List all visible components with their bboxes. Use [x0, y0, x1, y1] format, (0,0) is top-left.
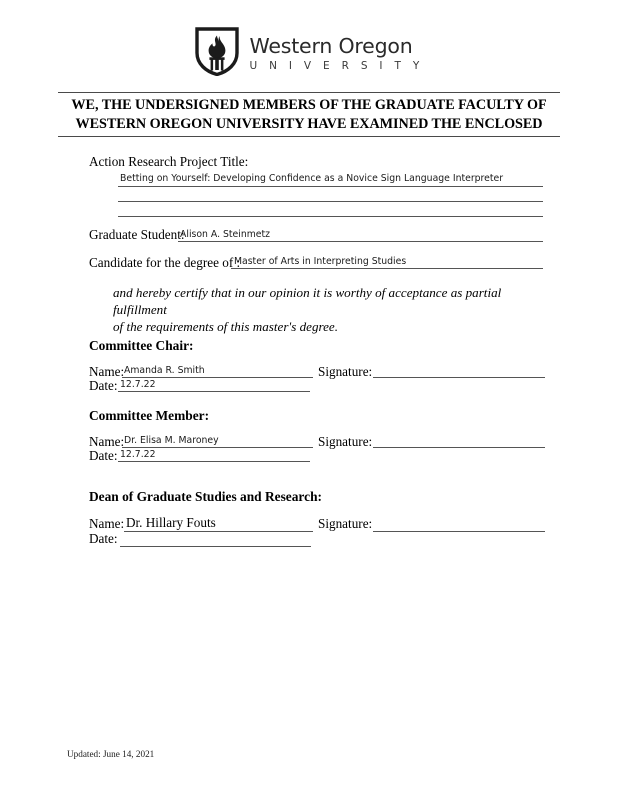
dean-name-value: Dr. Hillary Fouts	[126, 515, 216, 530]
heading-rule-bottom	[58, 136, 560, 137]
page-title	[58, 96, 560, 134]
dean-signature-label: Signature:	[318, 516, 373, 531]
heading-rule-top	[58, 92, 560, 93]
committee-member-date-value: 12.7.22	[120, 449, 156, 460]
committee-member-name-label: Name:	[89, 434, 125, 449]
committee-chair-name-label: Name:	[89, 364, 125, 379]
committee-chair-date-value: 12.7.22	[120, 379, 156, 390]
page-title-line-2: WESTERN OREGON UNIVERSITY HAVE EXAMINED THE ENCLOSED	[75, 116, 543, 132]
logo-name: Western Oregon	[249, 34, 413, 58]
committee-chair-signature-label: Signature:	[318, 364, 373, 379]
graduate-student-rule[interactable]	[178, 241, 543, 242]
project-title-value: Betting on Yourself: Developing Confidence as a Novice Sign Language Interpreter	[120, 173, 504, 184]
committee-chair-name-rule[interactable]	[122, 377, 313, 378]
project-title-rule-1[interactable]	[118, 186, 543, 187]
project-title-rule-2[interactable]	[118, 201, 543, 202]
dean-name-label: Name:	[89, 516, 125, 531]
certification-statement	[113, 284, 553, 335]
shield-torch-icon	[194, 26, 240, 81]
page-title-line-1: WE, THE UNDERSIGNED MEMBERS OF THE GRADUATE FACULTY OF	[71, 97, 547, 113]
committee-chair-heading: Committee Chair:	[89, 338, 194, 353]
project-title-rule-3[interactable]	[118, 216, 543, 217]
committee-member-heading: Committee Member:	[89, 408, 210, 423]
dean-signature-rule[interactable]	[373, 531, 545, 532]
dean-heading: Dean of Graduate Studies and Research:	[89, 489, 322, 504]
certification-line-2: of the requirements of this master's degree.	[113, 319, 338, 334]
project-title-label: Action Research Project Title:	[89, 154, 249, 169]
dean-date-rule[interactable]	[120, 546, 311, 547]
committee-member-name-value: Dr. Elisa M. Maroney	[124, 435, 219, 446]
committee-member-name-rule[interactable]	[122, 447, 313, 448]
committee-member-signature-rule[interactable]	[373, 447, 545, 448]
logo-subtitle: U N I V E R S I T Y	[249, 59, 424, 72]
dean-name-rule[interactable]	[124, 531, 313, 532]
university-logo	[0, 26, 618, 81]
committee-chair-name-value: Amanda R. Smith	[124, 365, 205, 376]
committee-member-date-label: Date:	[89, 448, 118, 463]
graduate-student-value: Alison A. Steinmetz	[180, 229, 271, 240]
certification-line-1: and hereby certify that in our opinion it is worthy of acceptance as partial fulfillment	[113, 285, 502, 317]
dean-date-label: Date:	[89, 531, 118, 546]
graduate-student-label: Graduate Student:	[89, 227, 185, 242]
updated-footer: Updated: June 14, 2021	[67, 749, 155, 759]
committee-chair-date-rule[interactable]	[118, 391, 310, 392]
committee-chair-signature-rule[interactable]	[373, 377, 545, 378]
degree-value: Master of Arts in Interpreting Studies	[234, 256, 407, 267]
committee-member-date-rule[interactable]	[118, 461, 310, 462]
committee-chair-date-label: Date:	[89, 378, 118, 393]
degree-rule[interactable]	[231, 268, 543, 269]
degree-label: Candidate for the degree of :	[89, 255, 241, 270]
committee-member-signature-label: Signature:	[318, 434, 373, 449]
